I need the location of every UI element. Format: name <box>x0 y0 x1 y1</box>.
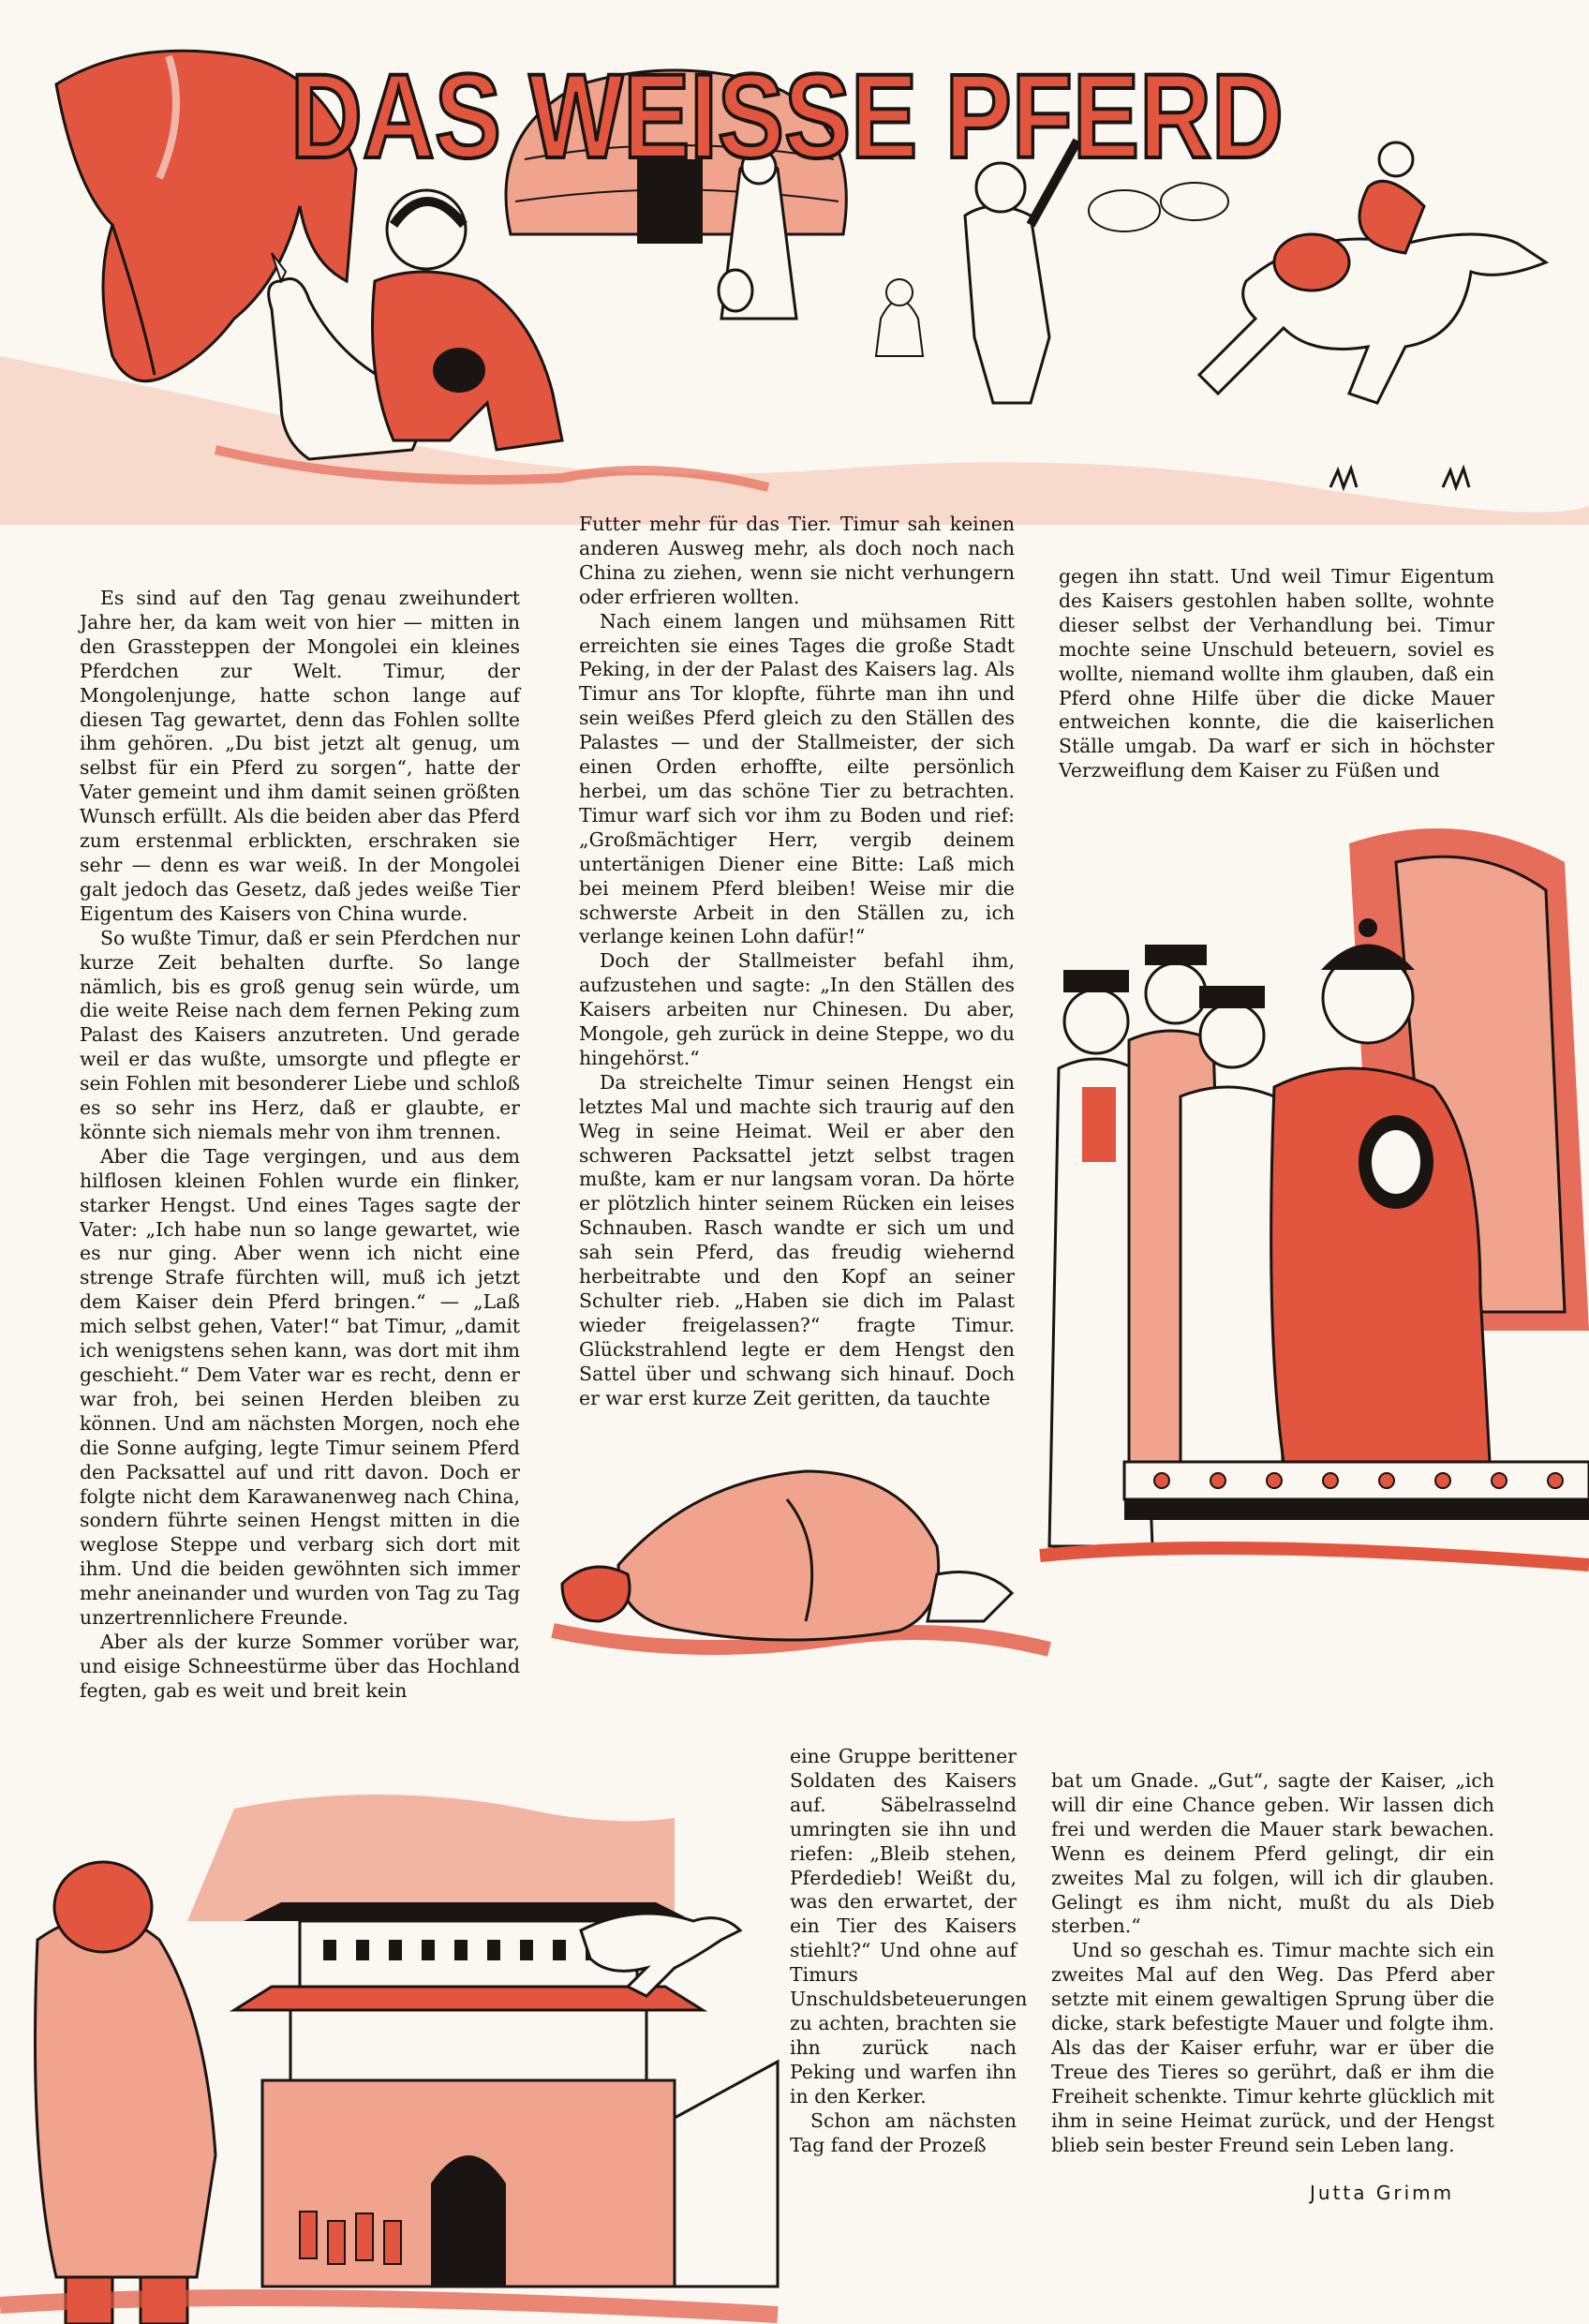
paragraph: Aber die Tage vergingen, und aus dem hilflosen kleinen Fohlen wurde ein flinker, starker Hengst. Und eines Tages sagte der Vater: „Ich habe nun so lange gewartet, wie es nur ging. Aber wenn ich nicht eine strenge Strafe fürchten will, muß ich jetzt dem Kaiser dein Pferd bringen.“ — „Laß mich selbst gehen, Vater!“ bat Timur, „damit ich wenigstens sehen kann, was dort mit ihm geschieht.“ Dem Vater war es recht, denn er war froh, bei seinen Herden bleiben zu können. Und am nächsten Morgen, noch ehe die Sonne aufging, legte Timur seinem Pferd den Packsattel auf und ritt davon. Doch er folgte nicht dem Karawanenweg nach China, sondern führte seinen Hengst mitten in die weglose Steppe und verbarg sich dort mit ihm. Und die beiden gewöhnten sich immer mehr aneinander und wurden von Tag zu Tag unzertrennlichere Freunde. <box>80 1144 520 1630</box>
paragraph: bat um Gnade. „Gut“, sagte der Kaiser, „ich will dir eine Chance geben. Wir lassen dich frei und werden die Mauer stark bewachen. Wenn es deinem Pferd gelingt, dir ein zweites Mal zu folgen, will ich dir glauben. Gelingt es ihm nicht, mußt du als Dieb sterben.“ <box>1051 1769 1494 1938</box>
text-column-2 <box>579 513 1015 1411</box>
palace-gate-drawing <box>0 1780 778 2324</box>
text-column-3 <box>1059 565 1494 783</box>
emperor-throne-drawing <box>1040 806 1589 1574</box>
svg-text:DAS WEISSE PFERD: DAS WEISSE PFERD <box>290 50 1284 184</box>
emperor-throne-illustration <box>1040 806 1589 1574</box>
text-column-1 <box>80 587 520 1704</box>
paragraph: Es sind auf den Tag genau zweihundert Jahre her, da kam weit von hier — mitten in den Grassteppen der Mongolei ein kleines Pferdchen zur Welt. Timur, der Mongolenjunge, hatte schon lange auf diesen Tag gewartet, denn das Fohlen sollte ihm gehören. „Du bist jetzt alt genug, um selbst für ein Pferd zu sorgen“, hatte der Vater gemeint und ihm damit seinen größten Wunsch erfüllt. Als die beiden aber das Pferd zum erstenmal erblickten, erschraken sie sehr — denn es war weiß. In der Mongolei galt jedoch das Gesetz, daß jedes weiße Tier Eigentum des Kaisers von China wurde. <box>80 587 520 925</box>
paragraph: Aber als der kurze Sommer vorüber war, und eisige Schneestürme über das Hochland fegten, gab es weit und breit kein <box>80 1630 520 1702</box>
article-title <box>281 37 1293 187</box>
palace-gate-illustration <box>0 1780 778 2324</box>
kneeling-timur-illustration <box>543 1443 1068 1677</box>
paragraph: So wußte Timur, daß er sein Pferdchen nur kurze Zeit behalten durfte. So lange nämlich, bis es groß genug sein würde, um die weite Reise nach dem fernen Peking zum Palast des Kaisers anzutreten. Und gerade weil er das wußte, umsorgte und pflegte er sein Fohlen mit besonderer Liebe und schloß es so sehr ins Herz, daß er glaubte, er könnte sich niemals mehr von ihm trennen. <box>80 926 520 1143</box>
paragraph: Und so geschah es. Timur machte sich ein zweites Mal auf den Weg. Das Pferd aber setzte mit einem gewaltigen Sprung über die dicke, stark befestigte Mauer und folgte ihm. Als das der Kaiser erfuhr, war er über die Treue des Tieres so gerührt, daß er ihm die Freiheit schenkte. Timur kehrte glücklich mit ihm in seine Heimat zurück, und der Hengst blieb sein bester Freund sein Leben lang. <box>1051 1939 1494 2156</box>
paragraph: Doch der Stallmeister befahl ihm, aufzustehen und sagte: „In den Ställen des Kaisers arbeiten nur Chinesen. Du aber, Mongole, geh zurück in deine Steppe, wo du hingehörst.“ <box>579 949 1015 1069</box>
text-column-4 <box>790 1745 1028 2157</box>
kneeling-timur-drawing <box>543 1443 1068 1677</box>
author-byline: Jutta Grimm <box>1310 2182 1455 2204</box>
text-column-5 <box>1051 1769 1494 2158</box>
paragraph: Da streichelte Timur seinen Hengst ein letztes Mal und machte sich traurig auf den Weg in seine Heimat. Weil er aber den schweren Packsattel jetzt selbst tragen mußte, kam er nur langsam voran. Da hörte er plötzlich hinter seinem Rücken ein leises Schnauben. Rasch wandte er sich um und sah sein Pferd, das freudig wiehernd herbeitrabte und den Kopf an seiner Schulter rieb. „Haben sie dich im Palast wieder freigelassen?“ fragte Timur. Glückstrahlend legte er dem Hengst den Sattel über und schwang sich hinauf. Doch er war erst kurze Zeit geritten, da tauchte <box>579 1070 1015 1409</box>
paragraph: eine Gruppe berittener Soldaten des Kaisers auf. Säbelrasselnd umringten sie ihn und riefen: „Bleib stehen, Pferdedieb! Weißt du, was den erwartet, der ein Tier des Kaisers stiehlt?“ Und ohne auf Timurs Unschuldsbeteuerungen zu achten, brachten sie ihn zurück nach Peking und warfen ihn in den Kerker. <box>790 1745 1028 2108</box>
paragraph: gegen ihn statt. Und weil Timur Eigentum des Kaisers gestohlen haben sollte, wohnte dieser selbst der Verhandlung bei. Timur mochte seine Unschuld beteuern, soviel es wollte, niemand wollte ihm glauben, daß ein Pferd ohne Hilfe über die dicke Mauer entweichen konnte, die die kaiserlichen Ställe umgab. Da warf er sich in höchster Verzweiflung dem Kaiser zu Füßen und <box>1059 565 1494 782</box>
paragraph: Schon am nächsten Tag fand der Prozeß <box>790 2108 1017 2156</box>
paragraph: Nach einem langen und mühsamen Ritt erreichten sie eines Tages die große Stadt Peking, in der der Palast des Kaisers lag. Als Timur ans Tor klopfte, führte man ihn und sein weißes Pferd gleich zu den Ställen des Palastes — und der Stallmeister, der sich einen Orden erhoffte, eilte persönlich herbei, um das schöne Tier zu betrachten. Timur warf sich vor ihm zu Boden und rief: „Großmächtiger Herr, vergib deinem untertänigen Diener eine Bitte: Laß mich bei meinem Pferd bleiben! Weise mir die schwerste Arbeit in den Ställen zu, ich verlange keinen Lohn dafür!“ <box>579 609 1015 948</box>
paragraph: Futter mehr für das Tier. Timur sah keinen anderen Ausweg mehr, als doch noch nach China zu ziehen, wenn sie nicht verhungern oder erfrieren wollten. <box>579 513 1015 608</box>
